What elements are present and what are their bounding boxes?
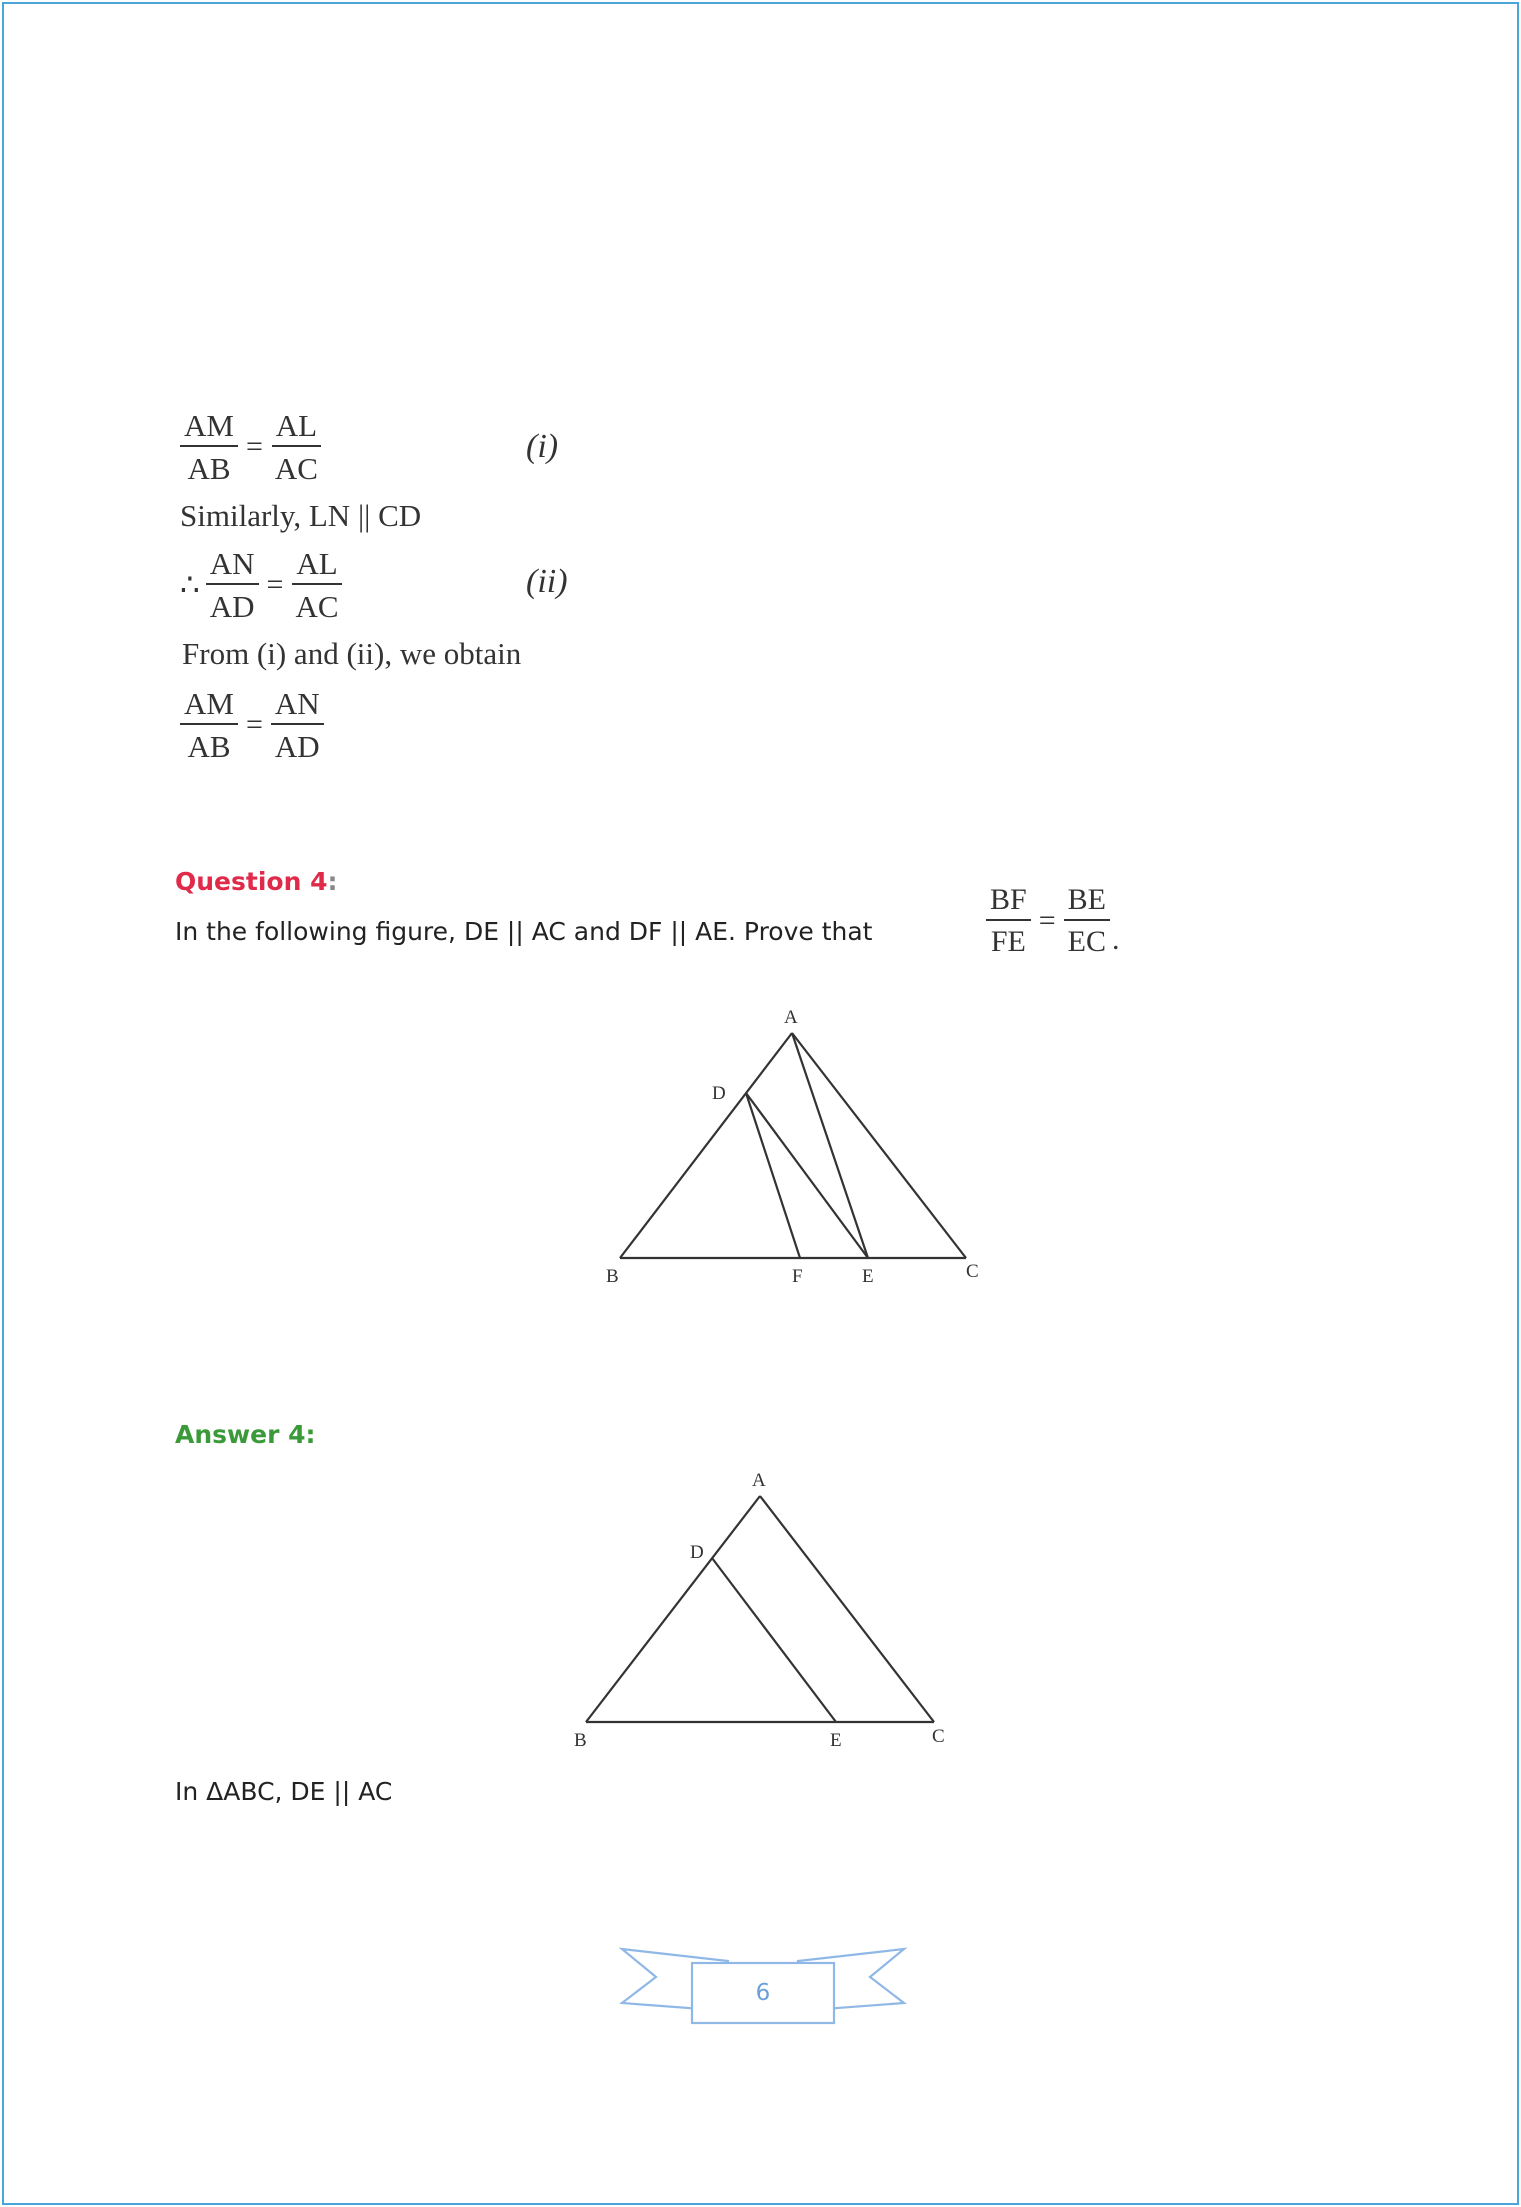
- side-ac: [792, 1033, 966, 1258]
- fraction-bf-fe: [986, 885, 1031, 957]
- denominator: AB: [187, 729, 231, 764]
- equals-sign: =: [245, 430, 263, 463]
- equals-sign: =: [1038, 904, 1056, 937]
- numerator: AL: [292, 548, 341, 585]
- segment-df: [746, 1093, 800, 1258]
- label-e: E: [862, 1266, 874, 1287]
- numerator: BE: [1064, 885, 1110, 921]
- numerator: AM: [180, 688, 238, 725]
- fraction-am-ab: [180, 410, 238, 484]
- numerator: BF: [986, 885, 1031, 921]
- segment-ae: [792, 1033, 868, 1258]
- side-ba: [620, 1033, 792, 1258]
- denominator: FE: [990, 925, 1026, 958]
- answer-text: In ΔABC, DE || AC: [175, 1777, 393, 1806]
- segment-de: [712, 1558, 836, 1722]
- numerator: AN: [206, 548, 259, 585]
- page-number: 6: [755, 1980, 771, 2006]
- answer-heading: Answer 4:: [175, 1420, 316, 1449]
- fraction-al-ac: [271, 410, 322, 484]
- numerator: AL: [272, 410, 321, 447]
- numerator: AN: [271, 688, 324, 725]
- label-b: B: [606, 1266, 619, 1287]
- label-a: A: [784, 1007, 798, 1028]
- fraction-al-ac: [291, 548, 342, 622]
- label-e: E: [830, 1730, 842, 1751]
- label-b: B: [574, 1730, 587, 1751]
- equation-an-ad-al-ac: [180, 548, 343, 622]
- answer-triangle-figure: [560, 1460, 980, 1760]
- question-fraction-equation: [986, 885, 1119, 957]
- question-title: Question 4: [175, 867, 328, 896]
- side-ba: [586, 1496, 760, 1722]
- fraction-an-ad: [206, 548, 259, 622]
- label-c: C: [966, 1261, 979, 1282]
- label-d: D: [690, 1542, 704, 1563]
- label-f: F: [792, 1266, 803, 1287]
- denominator: AC: [295, 589, 339, 624]
- denominator: EC: [1067, 925, 1106, 958]
- equation-tag-ii: (ii): [526, 563, 568, 600]
- proof-line-similarly: Similarly, LN || CD: [180, 498, 422, 533]
- proof-line-from: From (i) and (ii), we obtain: [182, 636, 522, 671]
- denominator: AD: [209, 589, 255, 624]
- label-c: C: [932, 1726, 945, 1747]
- label-d: D: [712, 1083, 726, 1104]
- question-heading: [175, 867, 337, 896]
- fraction-am-ab: [180, 688, 238, 762]
- equation-am-ab-al-ac: [180, 410, 322, 484]
- segment-de: [746, 1093, 868, 1258]
- equals-sign: =: [245, 708, 263, 741]
- numerator: AM: [180, 410, 238, 447]
- equals-sign: =: [266, 568, 284, 601]
- therefore-symbol: ∴: [180, 567, 200, 602]
- question-triangle-figure: [590, 995, 1000, 1295]
- question-colon: :: [327, 867, 338, 896]
- equation-tag-i: (i): [526, 428, 559, 465]
- denominator: AD: [274, 729, 320, 764]
- side-ac: [760, 1496, 934, 1722]
- fraction-an-ad: [271, 688, 324, 762]
- equation-am-ab-an-ad: [180, 688, 324, 762]
- denominator: AC: [274, 451, 318, 486]
- question-text: In the following figure, DE || AC and DF || AE. Prove that: [175, 917, 873, 946]
- fraction-be-ec: [1064, 885, 1110, 957]
- label-a: A: [752, 1470, 766, 1491]
- period: .: [1111, 923, 1120, 956]
- denominator: AB: [187, 451, 231, 486]
